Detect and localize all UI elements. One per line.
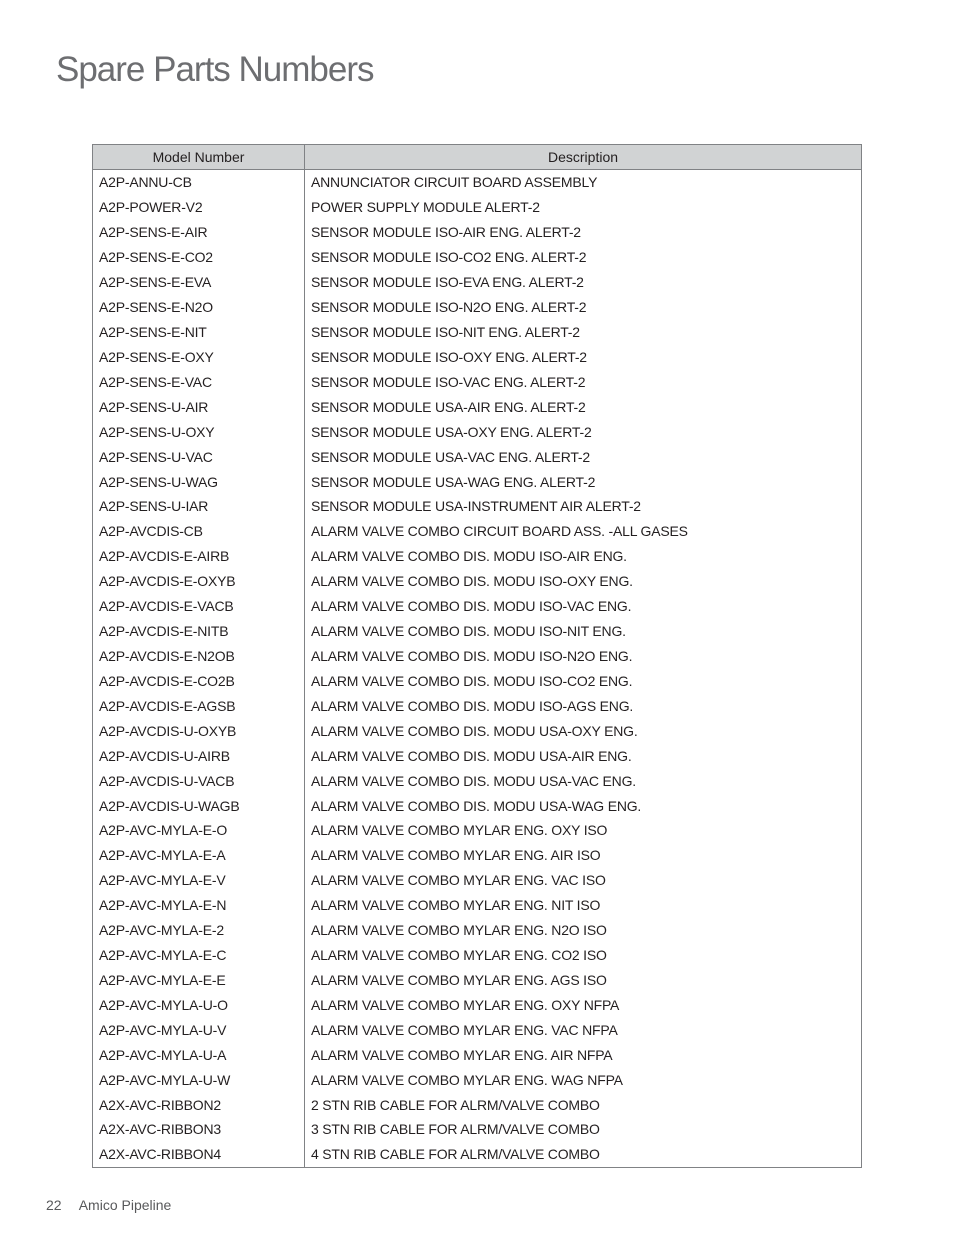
model-number-cell: A2P-AVC-MYLA-E-N [93,893,305,918]
description-cell: SENSOR MODULE ISO-NIT ENG. ALERT-2 [311,323,580,340]
model-number-cell: A2P-AVCDIS-E-AIRB [93,544,305,569]
table-row [93,295,862,320]
description-cell: ALARM VALVE COMBO DIS. MODU ISO-AIR ENG. [311,548,627,565]
description-cell: ALARM VALVE COMBO DIS. MODU ISO-N2O ENG. [311,647,633,664]
table-row [93,320,862,345]
description-cell: ALARM VALVE COMBO DIS. MODU USA-AIR ENG. [311,747,632,764]
table-row [93,220,862,245]
model-number-cell: A2P-SENS-E-CO2 [93,245,305,270]
model-number-cell: A2P-SENS-E-NIT [93,320,305,345]
description-cell: ALARM VALVE COMBO DIS. MODU ISO-AGS ENG. [311,697,634,714]
column-header-model-number: Model Number [93,145,305,170]
table-row [93,444,862,469]
model-number-cell: A2P-SENS-E-OXY [93,344,305,369]
table-row [93,369,862,394]
description-cell: ALARM VALVE COMBO DIS. MODU ISO-VAC ENG. [311,598,632,615]
model-number-cell: A2P-AVC-MYLA-U-V [93,1017,305,1042]
table-row [93,1067,862,1092]
model-number-cell: A2P-SENS-U-OXY [93,419,305,444]
table-row [93,469,862,494]
description-cell: SENSOR MODULE USA-INSTRUMENT AIR ALERT-2 [311,498,641,515]
table-body [93,170,862,1168]
model-number-cell: A2P-AVCDIS-U-VACB [93,768,305,793]
table-row [93,693,862,718]
model-number-cell: A2P-SENS-U-AIR [93,394,305,419]
model-number-cell: A2P-SENS-E-EVA [93,270,305,295]
model-number-cell: A2P-ANNU-CB [93,170,305,195]
publication-name: Amico Pipeline [78,1197,172,1213]
description-cell: ALARM VALVE COMBO MYLAR ENG. AGS ISO [311,971,607,988]
model-number-cell: A2P-AVCDIS-U-AIRB [93,743,305,768]
table-row [93,868,862,893]
column-header-description: Description [305,145,862,170]
spare-parts-table [92,144,862,1168]
description-cell: SENSOR MODULE ISO-OXY ENG. ALERT-2 [311,348,587,365]
table-row [93,394,862,419]
table-row [93,1092,862,1117]
description-cell: ANNUNCIATOR CIRCUIT BOARD ASSEMBLY [311,174,598,191]
table-row [93,743,862,768]
page-footer [46,1197,171,1213]
model-number-cell: A2P-AVC-MYLA-E-E [93,968,305,993]
description-cell: SENSOR MODULE ISO-N2O ENG. ALERT-2 [311,299,587,316]
model-number-cell: A2P-SENS-E-VAC [93,369,305,394]
description-cell: POWER SUPPLY MODULE ALERT-2 [311,199,540,216]
model-number-cell: A2P-AVC-MYLA-U-W [93,1067,305,1092]
table-row [93,544,862,569]
table-row [93,494,862,519]
table-row [93,245,862,270]
model-number-cell: A2P-SENS-E-N2O [93,295,305,320]
table-row [93,718,862,743]
table-row [93,1042,862,1067]
page-number: 22 [46,1197,62,1213]
model-number-cell: A2P-AVCDIS-E-NITB [93,619,305,644]
description-cell: SENSOR MODULE ISO-EVA ENG. ALERT-2 [311,274,584,291]
table-row [93,170,862,195]
table-row [93,270,862,295]
table-row [93,768,862,793]
description-cell: SENSOR MODULE ISO-VAC ENG. ALERT-2 [311,373,586,390]
description-cell: ALARM VALVE COMBO DIS. MODU ISO-NIT ENG. [311,623,626,640]
description-cell: ALARM VALVE COMBO DIS. MODU USA-VAC ENG. [311,772,636,789]
table-row [93,843,862,868]
table-row [93,918,862,943]
table-header-row [93,145,862,170]
model-number-cell: A2P-POWER-V2 [93,195,305,220]
model-number-cell: A2P-AVC-MYLA-U-O [93,992,305,1017]
model-number-cell: A2X-AVC-RIBBON3 [93,1117,305,1142]
description-cell: SENSOR MODULE USA-VAC ENG. ALERT-2 [311,448,590,465]
model-number-cell: A2P-SENS-U-IAR [93,494,305,519]
description-cell: SENSOR MODULE USA-WAG ENG. ALERT-2 [311,473,596,490]
model-number-cell: A2P-AVCDIS-E-VACB [93,594,305,619]
model-number-cell: A2P-AVC-MYLA-E-V [93,868,305,893]
description-cell: 2 STN RIB CABLE FOR ALRM/VALVE COMBO [311,1096,600,1113]
model-number-cell: A2P-AVCDIS-U-WAGB [93,793,305,818]
model-number-cell: A2P-AVCDIS-E-AGSB [93,693,305,718]
description-cell: ALARM VALVE COMBO MYLAR ENG. VAC ISO [311,872,606,889]
table-row [93,793,862,818]
table-row [93,644,862,669]
model-number-cell: A2P-AVCDIS-E-CO2B [93,668,305,693]
table-row [93,195,862,220]
table-row [93,818,862,843]
table-row [93,992,862,1017]
model-number-cell: A2P-AVCDIS-U-OXYB [93,718,305,743]
model-number-cell: A2P-AVC-MYLA-E-A [93,843,305,868]
description-cell: ALARM VALVE COMBO MYLAR ENG. OXY NFPA [311,996,620,1013]
description-cell: ALARM VALVE COMBO MYLAR ENG. AIR ISO [311,847,601,864]
description-cell: 3 STN RIB CABLE FOR ALRM/VALVE COMBO [311,1121,600,1138]
model-number-cell: A2P-AVC-MYLA-E-O [93,818,305,843]
model-number-cell: A2P-SENS-U-WAG [93,469,305,494]
description-cell: ALARM VALVE COMBO MYLAR ENG. NIT ISO [311,897,601,914]
table-row [93,344,862,369]
model-number-cell: A2P-AVCDIS-E-N2OB [93,644,305,669]
table-row [93,519,862,544]
description-cell: 4 STN RIB CABLE FOR ALRM/VALVE COMBO [311,1146,600,1163]
table-row [93,1142,862,1167]
model-number-cell: A2P-AVCDIS-E-OXYB [93,569,305,594]
model-number-cell: A2P-AVCDIS-CB [93,519,305,544]
table-row [93,1017,862,1042]
table-row [93,619,862,644]
table-row [93,419,862,444]
model-number-cell: A2X-AVC-RIBBON4 [93,1142,305,1167]
model-number-cell: A2P-AVC-MYLA-E-C [93,943,305,968]
description-cell: ALARM VALVE COMBO MYLAR ENG. CO2 ISO [311,947,607,964]
table-row [93,594,862,619]
description-cell: ALARM VALVE COMBO DIS. MODU USA-OXY ENG. [311,722,638,739]
description-cell: ALARM VALVE COMBO MYLAR ENG. N2O ISO [311,922,607,939]
description-cell: ALARM VALVE COMBO DIS. MODU ISO-CO2 ENG. [311,672,633,689]
model-number-cell: A2X-AVC-RIBBON2 [93,1092,305,1117]
table-row [93,1117,862,1142]
description-cell: ALARM VALVE COMBO DIS. MODU ISO-OXY ENG. [311,573,633,590]
model-number-cell: A2P-SENS-E-AIR [93,220,305,245]
page-title: Spare Parts Numbers [56,50,374,89]
table-row [93,943,862,968]
description-cell: ALARM VALVE COMBO MYLAR ENG. OXY ISO [311,822,608,839]
description-cell: ALARM VALVE COMBO MYLAR ENG. AIR NFPA [311,1046,613,1063]
model-number-cell: A2P-AVC-MYLA-E-2 [93,918,305,943]
description-cell: SENSOR MODULE ISO-AIR ENG. ALERT-2 [311,224,581,241]
description-cell: SENSOR MODULE USA-AIR ENG. ALERT-2 [311,398,586,415]
description-cell: ALARM VALVE COMBO MYLAR ENG. WAG NFPA [311,1071,623,1088]
table-row [93,968,862,993]
table-row [93,893,862,918]
description-cell: SENSOR MODULE ISO-CO2 ENG. ALERT-2 [311,249,587,266]
table-row [93,569,862,594]
description-cell: SENSOR MODULE USA-OXY ENG. ALERT-2 [311,423,592,440]
table-row [93,668,862,693]
description-cell: ALARM VALVE COMBO DIS. MODU USA-WAG ENG. [311,797,642,814]
description-cell: ALARM VALVE COMBO MYLAR ENG. VAC NFPA [311,1021,618,1038]
model-number-cell: A2P-AVC-MYLA-U-A [93,1042,305,1067]
description-cell: ALARM VALVE COMBO CIRCUIT BOARD ASS. -ALL GASES [311,523,688,540]
model-number-cell: A2P-SENS-U-VAC [93,444,305,469]
